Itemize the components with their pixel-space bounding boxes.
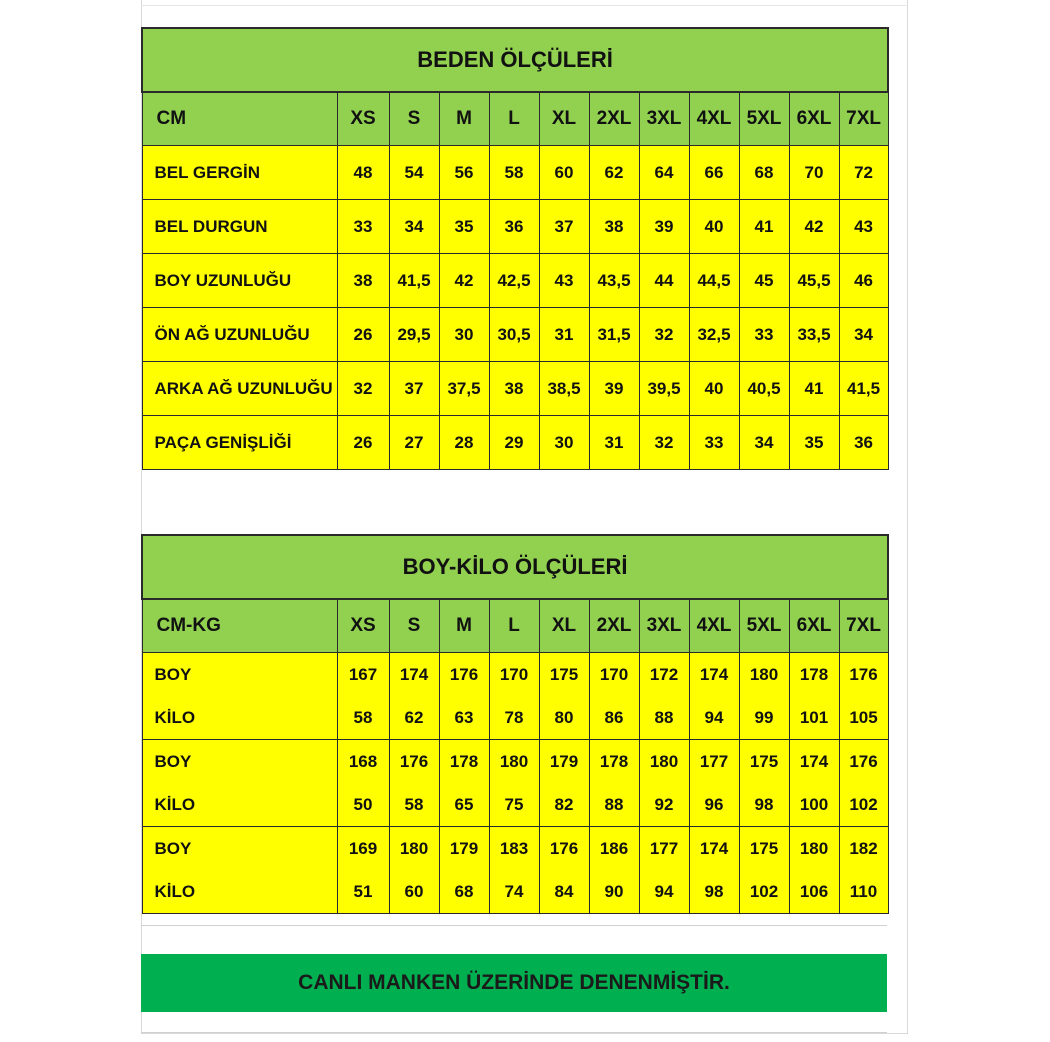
table-cell: 176 [539, 827, 589, 871]
table-cell: 63 [439, 696, 489, 740]
table-cell: 33 [739, 308, 789, 362]
table-cell: 170 [589, 653, 639, 697]
table-cell: 102 [739, 870, 789, 914]
table-cell: 179 [539, 740, 589, 784]
table-cell: 36 [839, 416, 888, 470]
table-cell: 37 [539, 200, 589, 254]
size-header: 5XL [739, 92, 789, 146]
table-cell: 35 [439, 200, 489, 254]
table-row [142, 653, 888, 697]
table-cell: 31 [539, 308, 589, 362]
table-cell: 186 [589, 827, 639, 871]
table-cell: 33 [337, 200, 389, 254]
table-cell: 168 [337, 740, 389, 784]
table-cell: 34 [839, 308, 888, 362]
table-cell: 42 [789, 200, 839, 254]
table-cell: 90 [589, 870, 639, 914]
size-header: M [439, 599, 489, 653]
table-cell: 174 [689, 653, 739, 697]
table-cell: 172 [639, 653, 689, 697]
table-cell: 41,5 [389, 254, 439, 308]
table-cell: 98 [739, 783, 789, 827]
table-cell: 32,5 [689, 308, 739, 362]
table-cell: 51 [337, 870, 389, 914]
size-header: XL [539, 92, 589, 146]
table-cell: 54 [389, 146, 439, 200]
table-cell: 65 [439, 783, 489, 827]
table-cell: 39 [589, 362, 639, 416]
table-cell: 92 [639, 783, 689, 827]
table-cell: 43,5 [589, 254, 639, 308]
table-cell: 38 [337, 254, 389, 308]
table-cell: 29 [489, 416, 539, 470]
table-cell: 179 [439, 827, 489, 871]
table-cell: 174 [789, 740, 839, 784]
size-header: 3XL [639, 92, 689, 146]
table-cell: 35 [789, 416, 839, 470]
table-cell: 41,5 [839, 362, 888, 416]
size-measurements-table [141, 27, 889, 470]
table-cell: 68 [739, 146, 789, 200]
row-label-boy: BOY [142, 827, 337, 871]
table-cell: 26 [337, 308, 389, 362]
table-cell: 31 [589, 416, 639, 470]
table-cell: 38 [589, 200, 639, 254]
table-cell: 176 [839, 653, 888, 697]
table-cell: 78 [489, 696, 539, 740]
footer-text: CANLI MANKEN ÜZERİNDE DENENMİŞTİR. [298, 971, 730, 994]
table-cell: 56 [439, 146, 489, 200]
size-header: 7XL [839, 92, 888, 146]
table-cell: 94 [689, 696, 739, 740]
table-cell: 37,5 [439, 362, 489, 416]
table-cell: 60 [389, 870, 439, 914]
table-cell: 45 [739, 254, 789, 308]
size-header: S [389, 599, 439, 653]
table-cell: 30,5 [489, 308, 539, 362]
table-cell: 46 [839, 254, 888, 308]
table-cell: 94 [639, 870, 689, 914]
table-cell: 100 [789, 783, 839, 827]
table-row [142, 783, 888, 827]
table-row [142, 870, 888, 914]
size-header: XL [539, 599, 589, 653]
size-table-unit-label: CM [142, 92, 337, 146]
table-cell: 33 [689, 416, 739, 470]
table-row [142, 254, 888, 308]
size-header: 4XL [689, 92, 739, 146]
size-header: 6XL [789, 92, 839, 146]
row-label: PAÇA GENİŞLİĞİ [142, 416, 337, 470]
table-cell: 34 [739, 416, 789, 470]
weight-table-title: BOY-KİLO ÖLÇÜLERİ [142, 535, 888, 599]
table-cell: 174 [389, 653, 439, 697]
table-cell: 32 [337, 362, 389, 416]
table-cell: 39,5 [639, 362, 689, 416]
table-cell: 38 [489, 362, 539, 416]
table-cell: 50 [337, 783, 389, 827]
table-cell: 177 [639, 827, 689, 871]
table-cell: 36 [489, 200, 539, 254]
table-cell: 32 [639, 308, 689, 362]
table-row [142, 827, 888, 871]
table-cell: 33,5 [789, 308, 839, 362]
row-label: BEL GERGİN [142, 146, 337, 200]
table-cell: 38,5 [539, 362, 589, 416]
top-divider [141, 5, 908, 6]
table-cell: 88 [639, 696, 689, 740]
table-row [142, 362, 888, 416]
table-cell: 72 [839, 146, 888, 200]
table-cell: 64 [639, 146, 689, 200]
table-cell: 98 [689, 870, 739, 914]
table-cell: 75 [489, 783, 539, 827]
table-row [142, 416, 888, 470]
table-row [142, 696, 888, 740]
table-cell: 177 [689, 740, 739, 784]
table-cell: 82 [539, 783, 589, 827]
table-cell: 30 [539, 416, 589, 470]
table-cell: 110 [839, 870, 888, 914]
table-cell: 178 [439, 740, 489, 784]
table-cell: 182 [839, 827, 888, 871]
size-header: M [439, 92, 489, 146]
table-row [142, 308, 888, 362]
table-cell: 176 [389, 740, 439, 784]
table-cell: 45,5 [789, 254, 839, 308]
table-cell: 170 [489, 653, 539, 697]
table-cell: 43 [839, 200, 888, 254]
table-cell: 32 [639, 416, 689, 470]
table-cell: 30 [439, 308, 489, 362]
table-cell: 169 [337, 827, 389, 871]
table-cell: 41 [789, 362, 839, 416]
table-cell: 180 [739, 653, 789, 697]
table-cell: 106 [789, 870, 839, 914]
height-weight-table [141, 534, 889, 914]
table-cell: 40 [689, 200, 739, 254]
row-label: BOY UZUNLUĞU [142, 254, 337, 308]
row-label: ARKA AĞ UZUNLUĞU [142, 362, 337, 416]
table-cell: 40,5 [739, 362, 789, 416]
weight-table-unit-label: CM-KG [142, 599, 337, 653]
table-cell: 101 [789, 696, 839, 740]
size-header: 3XL [639, 599, 689, 653]
table-cell: 88 [589, 783, 639, 827]
table-cell: 58 [337, 696, 389, 740]
table-cell: 105 [839, 696, 888, 740]
size-header: L [489, 599, 539, 653]
row-label-boy: BOY [142, 740, 337, 784]
size-header: XS [337, 599, 389, 653]
table-cell: 37 [389, 362, 439, 416]
table-cell: 41 [739, 200, 789, 254]
size-header: 6XL [789, 599, 839, 653]
table-cell: 178 [789, 653, 839, 697]
table-cell: 29,5 [389, 308, 439, 362]
row-label-boy: BOY [142, 653, 337, 697]
table-cell: 176 [839, 740, 888, 784]
table-cell: 66 [689, 146, 739, 200]
size-header: 5XL [739, 599, 789, 653]
size-header: S [389, 92, 439, 146]
table-cell: 60 [539, 146, 589, 200]
table-cell: 26 [337, 416, 389, 470]
table-cell: 180 [389, 827, 439, 871]
row-label-kilo: KİLO [142, 783, 337, 827]
table-cell: 178 [589, 740, 639, 784]
table-cell: 62 [589, 146, 639, 200]
table-cell: 176 [439, 653, 489, 697]
size-header: 4XL [689, 599, 739, 653]
table-row [142, 146, 888, 200]
table-cell: 62 [389, 696, 439, 740]
size-table-title: BEDEN ÖLÇÜLERİ [142, 28, 888, 92]
table-cell: 70 [789, 146, 839, 200]
size-header: L [489, 92, 539, 146]
table-row [142, 200, 888, 254]
divider [141, 925, 887, 926]
table-cell: 34 [389, 200, 439, 254]
table-cell: 180 [489, 740, 539, 784]
table-cell: 175 [739, 740, 789, 784]
table-cell: 31,5 [589, 308, 639, 362]
table-cell: 102 [839, 783, 888, 827]
table-cell: 86 [589, 696, 639, 740]
table-cell: 40 [689, 362, 739, 416]
table-row [142, 740, 888, 784]
table-cell: 44 [639, 254, 689, 308]
table-cell: 180 [639, 740, 689, 784]
row-label: ÖN AĞ UZUNLUĞU [142, 308, 337, 362]
table-cell: 175 [739, 827, 789, 871]
size-header: 7XL [839, 599, 888, 653]
table-cell: 84 [539, 870, 589, 914]
table-cell: 183 [489, 827, 539, 871]
table-cell: 167 [337, 653, 389, 697]
table-cell: 42,5 [489, 254, 539, 308]
table-cell: 58 [489, 146, 539, 200]
table-cell: 99 [739, 696, 789, 740]
table-cell: 58 [389, 783, 439, 827]
table-cell: 80 [539, 696, 589, 740]
table-cell: 175 [539, 653, 589, 697]
table-cell: 180 [789, 827, 839, 871]
table-cell: 48 [337, 146, 389, 200]
table-cell: 28 [439, 416, 489, 470]
table-cell: 27 [389, 416, 439, 470]
footer-banner [141, 954, 887, 1012]
size-header: XS [337, 92, 389, 146]
row-label-kilo: KİLO [142, 696, 337, 740]
table-cell: 74 [489, 870, 539, 914]
table-cell: 39 [639, 200, 689, 254]
table-cell: 96 [689, 783, 739, 827]
size-header: 2XL [589, 92, 639, 146]
table-cell: 43 [539, 254, 589, 308]
size-header: 2XL [589, 599, 639, 653]
row-label: BEL DURGUN [142, 200, 337, 254]
table-cell: 42 [439, 254, 489, 308]
divider [141, 1032, 887, 1033]
table-cell: 174 [689, 827, 739, 871]
table-cell: 44,5 [689, 254, 739, 308]
row-label-kilo: KİLO [142, 870, 337, 914]
table-cell: 68 [439, 870, 489, 914]
